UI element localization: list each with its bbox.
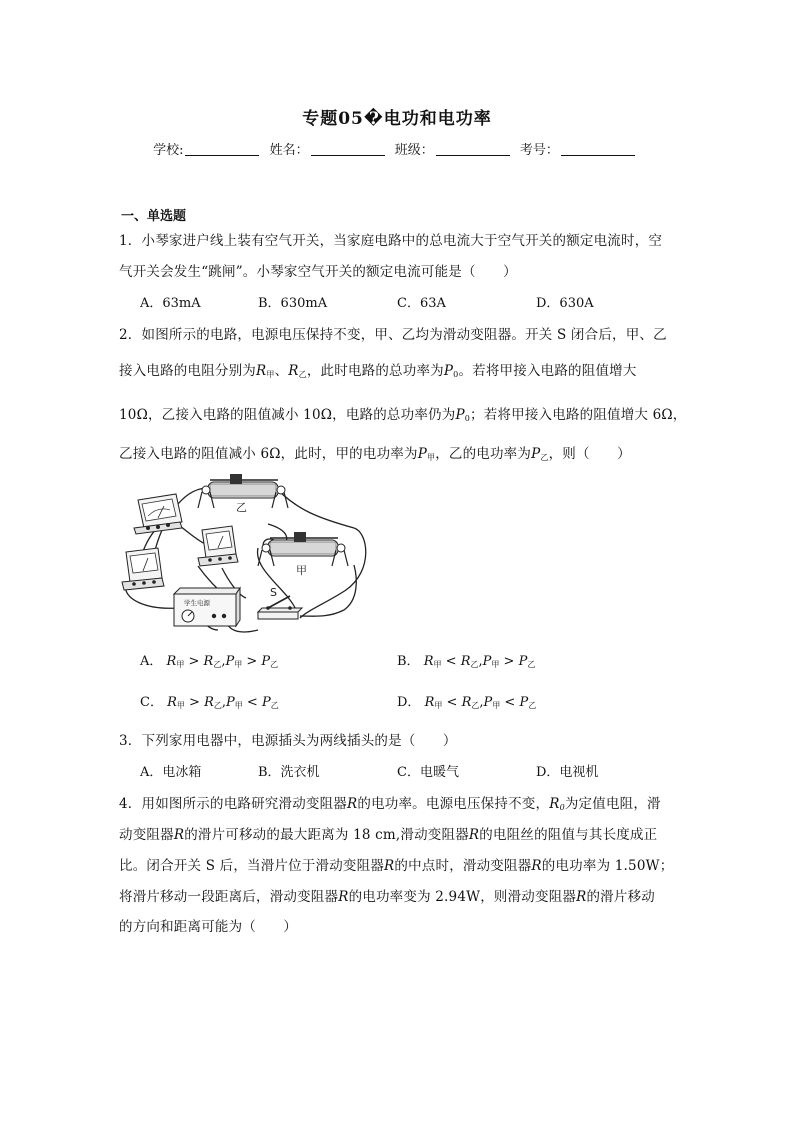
rheostat-jia — [258, 532, 348, 577]
q1-option-b[interactable]: B．630mA — [258, 296, 328, 311]
rheostat-yi — [198, 474, 288, 514]
q2-line-2: 接入电路的电阻分别为$R_甲$、$R_乙$，此时电路的总功率为$P_0$。若将甲接入电路的阻值增大 — [119, 363, 637, 379]
meter-middle — [198, 526, 238, 566]
q1-line-2: 气开关会发生“跳闸”。小琴家空气开关的额定电流可能是（ ） — [119, 264, 517, 280]
q3-line-1: 3．下列家用电器中，电源插头为两线插头的是（ ） — [119, 733, 457, 749]
school-blank[interactable] — [185, 143, 259, 156]
q1-option-a[interactable]: A．63mA — [140, 296, 201, 311]
name-blank[interactable] — [311, 143, 385, 156]
section-heading: 一、单选题 — [121, 209, 187, 224]
label-yi: 乙 — [236, 501, 247, 514]
q3-option-c[interactable]: C．电暖气 — [397, 765, 459, 780]
power-supply — [174, 588, 240, 626]
q2-option-a[interactable]: A． $R_甲 > R_乙,P_甲 > P_乙$ — [140, 654, 279, 669]
q1-option-d[interactable]: D．630A — [536, 296, 594, 311]
school-label: 学校: — [153, 143, 184, 158]
exam-no-label: 考号： — [519, 143, 559, 158]
q3-option-d[interactable]: D．电视机 — [536, 765, 599, 780]
q1-option-c[interactable]: C．63A — [397, 296, 446, 311]
meter-top-left — [134, 494, 182, 534]
circuit-figure — [118, 470, 380, 636]
student-info-line — [0, 139, 794, 158]
label-power: 学生电源 — [184, 599, 210, 607]
label-s: S — [270, 586, 277, 599]
q3-option-b[interactable]: B．洗衣机 — [258, 765, 320, 780]
class-label: 班级： — [394, 143, 434, 158]
q2-line-3: 10Ω，乙接入电路的阻值减小 10Ω，电路的总功率仍为$P_0$；若将甲接入电路的阻值增大 6Ω， — [119, 407, 687, 423]
q4-line-5: 的方向和距离可能为（ ） — [119, 919, 298, 935]
q4-line-3: 比。闭合开关 S 后，当滑片位于滑动变阻器R的中点时，滑动变阻器R的电功率为 1.50W； — [119, 858, 674, 874]
q4-line-1: 4．用如图所示的电路研究滑动变阻器R的电功率。电源电压保持不变，$R_0$为定值电阻，滑 — [119, 796, 661, 812]
q2-line-1: 2．如图所示的电路，电源电压保持不变，甲、乙均为滑动变阻器。开关 S 闭合后，甲、乙 — [119, 327, 667, 343]
switch-s — [258, 586, 302, 619]
q2-option-b[interactable]: B． $R_甲 < R_乙,P_甲 > P_乙$ — [397, 654, 536, 669]
q2-line-4: 乙接入电路的阻值减小 6Ω，此时，甲的电功率为$P_甲$，乙的电功率为$P_乙$，则（ ） — [119, 446, 631, 462]
meter-left — [122, 548, 164, 590]
class-blank[interactable] — [436, 143, 510, 156]
page-title: 专题05�电功和电功率 — [302, 109, 492, 129]
name-label: 姓名： — [269, 143, 309, 158]
label-jia: 甲 — [296, 564, 307, 577]
q3-option-a[interactable]: A．电冰箱 — [140, 765, 202, 780]
q4-line-2: 动变阻器R的滑片可移动的最大距离为 18 cm,滑动变阻器R的电阻丝的阻值与其长度成正 — [119, 827, 658, 843]
q4-line-4: 将滑片移动一段距离后，滑动变阻器R的电功率变为 2.94W，则滑动变阻器R的滑片移动 — [119, 889, 655, 905]
q2-option-d[interactable]: D． $R_甲 < R_乙,P_甲 < P_乙$ — [397, 695, 537, 710]
exam-no-blank[interactable] — [561, 143, 635, 156]
q2-option-c[interactable]: C． $R_甲 > R_乙,P_甲 < P_乙$ — [140, 695, 279, 710]
q1-line-1: 1．小琴家进户线上装有空气开关，当家庭电路中的总电流大于空气开关的额定电流时，空 — [119, 233, 663, 249]
